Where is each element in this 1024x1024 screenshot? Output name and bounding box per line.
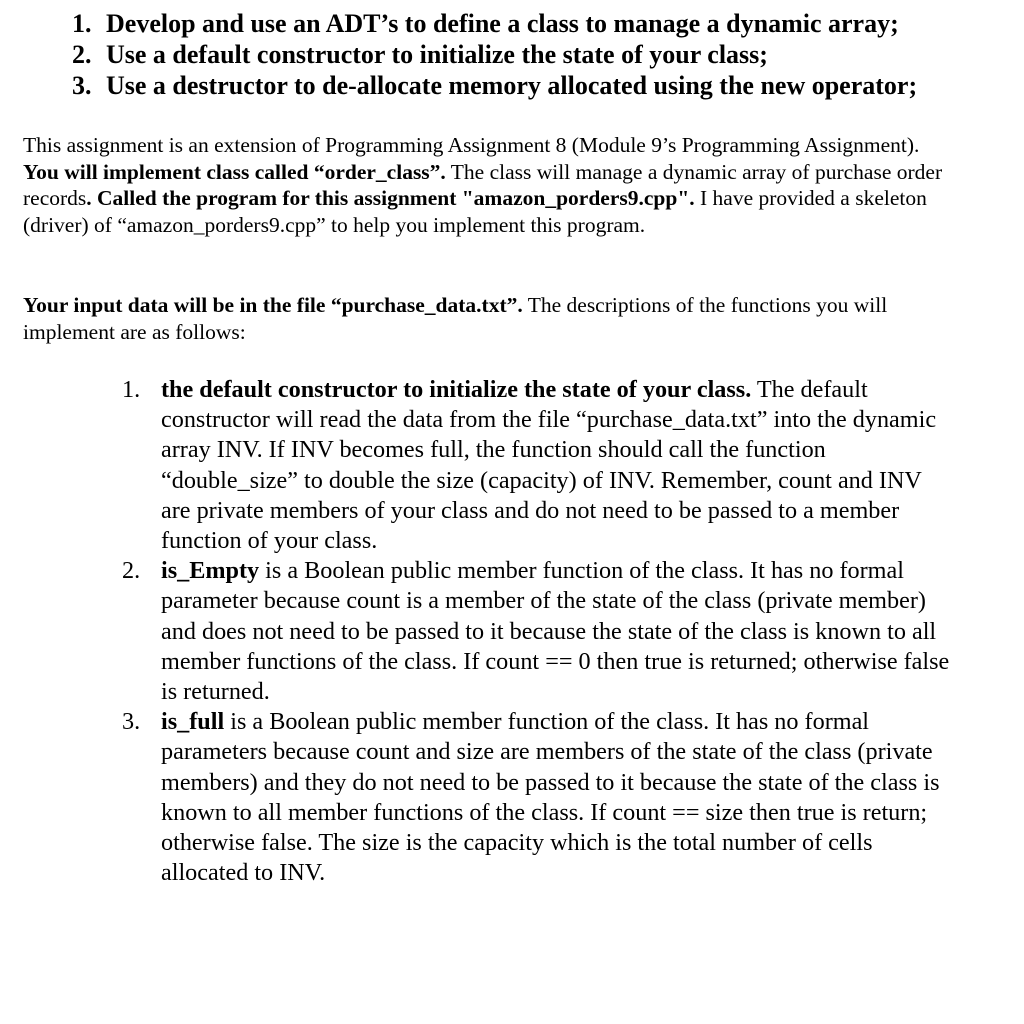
function-title: the default constructor to initialize the state of your class. (161, 376, 752, 403)
program-name-statement: . Called the program for this assignment "amazon_porders9.cpp". (86, 186, 695, 211)
input-text: The descriptions of the functions you will implement are as follows: (23, 293, 888, 344)
functions-list (122, 375, 952, 888)
function-item (122, 375, 952, 556)
function-title: is_Empty (161, 557, 260, 585)
objective-item (72, 70, 1012, 101)
function-number: 1. (122, 376, 141, 403)
function-description: The default constructor will read the data from the file “purchase_data.txt” into the dynamic array INV. If INV becomes full, the function should call the function “double_size” to double the size (capacity) of INV. Remember, count and INV are private members of your class and do not need to be passed to a member function of your class. (161, 376, 937, 555)
objective-number: 3. (72, 71, 92, 100)
function-item (122, 707, 952, 888)
objective-item (72, 39, 1012, 70)
function-title: is_full (161, 708, 225, 736)
objective-item (72, 8, 1012, 39)
input-paragraph (23, 292, 953, 345)
intro-text: I have provided a skeleton (driver) of “amazon_porders9.cpp” to help you implement this program. (23, 186, 927, 238)
intro-text: This assignment is an extension of Programming Assignment 8 (Module 9’s Programming Assignment). (23, 133, 920, 157)
input-file-statement: Your input data will be in the file “purchase_data.txt”. (23, 293, 523, 317)
function-description: is a Boolean public member function of the class. It has no formal parameter because count is a member of the state of the class (private member) and does not need to be passed to it because the state of the class is known to all member functions of the class. If count == 0 then true is returned; otherwise false is returned. (161, 557, 950, 706)
function-number: 3. (122, 708, 141, 736)
objective-number: 1. (72, 9, 92, 38)
objectives-list (72, 8, 1012, 101)
objective-number: 2. (72, 40, 92, 69)
class-name-statement: You will implement class called “order_class”. (23, 159, 446, 184)
function-item (122, 556, 952, 707)
function-number: 2. (122, 557, 141, 585)
intro-paragraph (23, 132, 953, 239)
function-description: is a Boolean public member function of the class. It has no formal parameters because count and size are members of the state of the class (private members) and they do not need to be passed to it because the state of the class is known to all member functions of the class. If count == size then true is return; otherwise false. The size is the capacity which is the total number of cells allocated to INV. (161, 708, 940, 887)
intro-text: The class will manage a dynamic array of purchase order records (23, 159, 943, 211)
objective-text: Use a default constructor to initialize the state of your class; (106, 40, 768, 69)
objective-text: Use a destructor to de-allocate memory allocated using the new operator; (106, 71, 918, 100)
objective-text: Develop and use an ADT’s to define a class to manage a dynamic array; (106, 9, 899, 38)
